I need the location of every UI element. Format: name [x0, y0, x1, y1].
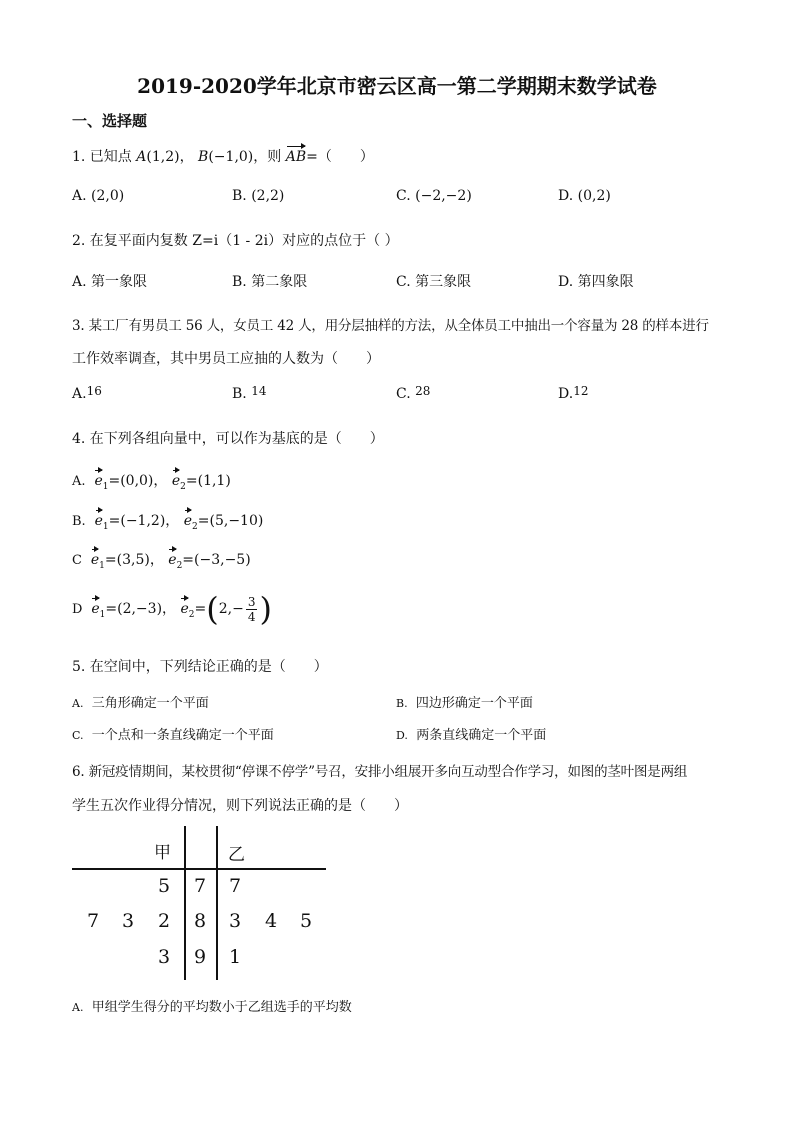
question-6-line2: 学生五次作业得分情况，则下列说法正确的是（ ）	[72, 798, 408, 814]
leaf-right: 4	[265, 910, 278, 932]
q1-then: ，则	[253, 149, 282, 165]
leaf-right: 5	[300, 910, 313, 932]
q4-option-a: A. $e_1=(0,0)$， $e_2=(1,1)$	[72, 473, 231, 492]
q2-option-a: A. 第一象限	[72, 274, 148, 290]
stem-value: 9	[194, 946, 207, 968]
leaf-left: 5	[158, 875, 171, 897]
q1-point-b-coord: (−1,0)	[208, 149, 254, 165]
stem-value: 8	[194, 910, 207, 932]
question-3-line2: 工作效率调查，其中男员工应抽的人数为（ ）	[72, 351, 380, 367]
plot-head-left: 甲	[154, 843, 171, 863]
q1-point-a-coord: (1,2)	[146, 149, 180, 165]
q3-option-c: C. 28	[396, 384, 431, 402]
q4-option-b: B. $e_1=(-1,2)$， $e_2=(5,-10)$	[72, 513, 264, 532]
q5-option-c: C. 一个点和一条直线确定一个平面	[72, 728, 274, 743]
q1-option-b: B. (2,2)	[232, 188, 285, 204]
q5-option-a: A. 三角形确定一个平面	[72, 696, 209, 711]
q3-option-a: A.16	[72, 384, 102, 402]
leaf-right: 3	[229, 910, 242, 932]
leaf-right: 7	[229, 875, 242, 897]
section-heading: 一、选择题	[72, 112, 148, 130]
q1-point-b: B	[198, 149, 209, 165]
question-4-stem: 4. 在下列各组向量中，可以作为基底的是（ ）	[72, 431, 384, 447]
q4-option-d: D $e_1=(2,-3)$， $e_2=(2,-$ $\frac{3}{4}$ )	[72, 590, 272, 628]
question-6-line1: 6. 新冠疫情期间，某校贯彻“停课不停学”号召，安排小组展开多向互动型合作学习，如图的茎叶图是两组	[72, 764, 688, 780]
q1-prefix: 1. 已知点	[72, 149, 132, 165]
q1-option-a: A. (2,0)	[72, 188, 125, 204]
plot-right-divider	[216, 826, 218, 980]
page-title: 2019-2020学年北京市密云区高一第二学期期末数学试卷	[137, 74, 657, 98]
q1-separator: ，	[179, 149, 194, 165]
plot-head-right: 乙	[228, 845, 245, 865]
leaf-left: 3	[122, 910, 135, 932]
question-2-stem: 2. 在复平面内复数 Z=i（1 - 2i）对应的点位于（ ）	[72, 233, 399, 249]
plot-left-divider	[184, 826, 186, 980]
plot-horizontal-rule	[72, 868, 326, 870]
q1-point-a: A	[136, 149, 147, 165]
q2-option-b: B. 第二象限	[232, 274, 308, 290]
q1-option-c: C. (−2,−2)	[396, 188, 472, 204]
leaf-right: 1	[229, 946, 242, 968]
q1-equals: =（ ）	[306, 149, 374, 165]
q3-option-b: B. 14	[232, 384, 267, 402]
stem-value: 7	[194, 875, 207, 897]
leaf-left: 3	[158, 946, 171, 968]
q6-option-a: A. 甲组学生得分的平均数小于乙组选手的平均数	[72, 1000, 352, 1015]
q2-option-d: D. 第四象限	[558, 274, 634, 290]
q2-option-c: C. 第三象限	[396, 274, 472, 290]
q5-option-b: B. 四边形确定一个平面	[396, 696, 533, 711]
question-5-stem: 5. 在空间中，下列结论正确的是（ ）	[72, 659, 328, 675]
q5-option-d: D. 两条直线确定一个平面	[396, 728, 547, 743]
leaf-left: 2	[158, 910, 171, 932]
leaf-left: 7	[87, 910, 100, 932]
q4-fraction: $\frac{3}{4}$	[247, 594, 256, 624]
q1-vector-ab: AB	[285, 149, 307, 165]
question-3-line1: 3. 某工厂有男员工 56 人，女员工 42 人，用分层抽样的方法，从全体员工中抽出一个容量为 28 的样本进行	[72, 318, 709, 334]
q4-option-c: C $e_1=(3,5)$， $e_2=(-3,-5)$	[72, 552, 251, 571]
question-1-stem	[72, 146, 374, 166]
q1-option-d: D. (0,2)	[558, 188, 611, 204]
q3-option-d: D.12	[558, 384, 589, 402]
